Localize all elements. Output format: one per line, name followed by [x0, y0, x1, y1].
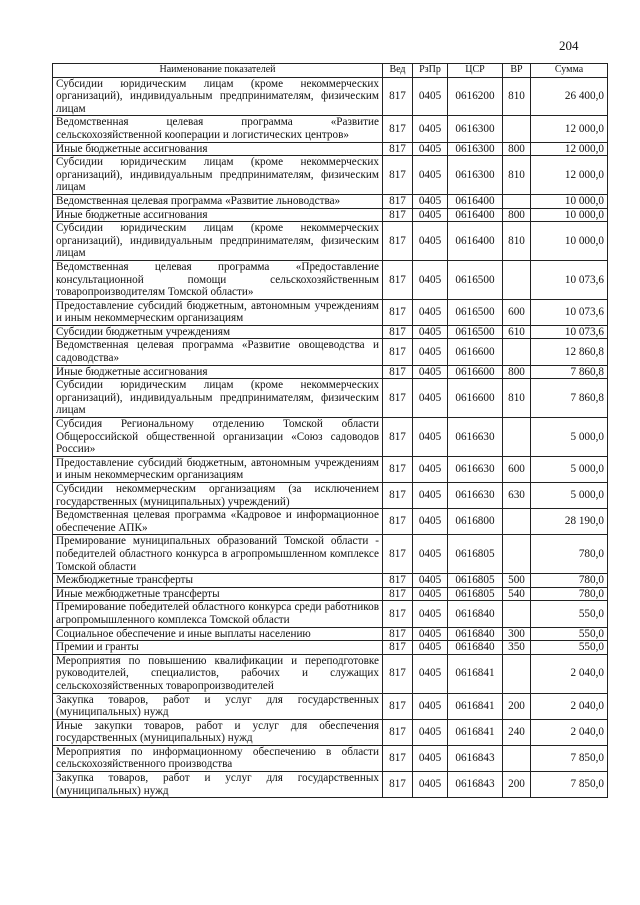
- row-rzpr: 0405: [413, 509, 448, 535]
- table-row: [53, 745, 608, 771]
- table-row: [53, 339, 608, 365]
- row-ved: 817: [383, 627, 413, 641]
- row-vr: [503, 339, 531, 365]
- row-sum: 10 073,6: [531, 299, 608, 325]
- row-rzpr: 0405: [413, 535, 448, 574]
- row-sum: 780,0: [531, 535, 608, 574]
- row-vr: [503, 260, 531, 299]
- row-csr: 0616500: [448, 299, 503, 325]
- table-row: [53, 77, 608, 116]
- row-rzpr: 0405: [413, 574, 448, 588]
- row-name: Ведомственная целевая программа «Развитие льноводства»: [53, 194, 383, 208]
- row-csr: 0616805: [448, 535, 503, 574]
- table-row: [53, 325, 608, 339]
- row-name: Мероприятия по информационному обеспечению в области сельскохозяйственного производства: [53, 745, 383, 771]
- row-sum: 7 850,0: [531, 745, 608, 771]
- row-name: Субсидии бюджетным учреждениям: [53, 325, 383, 339]
- row-sum: 550,0: [531, 641, 608, 655]
- table-row: [53, 142, 608, 156]
- row-name: Закупка товаров, работ и услуг для государственных (муниципальных) нужд: [53, 772, 383, 798]
- row-sum: 780,0: [531, 587, 608, 601]
- table-body: [53, 77, 608, 798]
- row-rzpr: 0405: [413, 587, 448, 601]
- column-header-name: Наименование показателей: [53, 64, 383, 78]
- row-name: Премии и гранты: [53, 641, 383, 655]
- row-rzpr: 0405: [413, 325, 448, 339]
- row-vr: 240: [503, 719, 531, 745]
- row-csr: 0616840: [448, 641, 503, 655]
- row-ved: 817: [383, 719, 413, 745]
- row-vr: 800: [503, 208, 531, 222]
- row-rzpr: 0405: [413, 156, 448, 195]
- row-sum: 2 040,0: [531, 719, 608, 745]
- row-sum: 12 860,8: [531, 339, 608, 365]
- row-sum: 5 000,0: [531, 456, 608, 482]
- table-row: [53, 365, 608, 379]
- table-row: [53, 509, 608, 535]
- row-ved: 817: [383, 260, 413, 299]
- row-rzpr: 0405: [413, 654, 448, 693]
- row-sum: 12 000,0: [531, 156, 608, 195]
- row-ved: 817: [383, 325, 413, 339]
- row-vr: [503, 116, 531, 142]
- table-row: [53, 574, 608, 588]
- row-ved: 817: [383, 587, 413, 601]
- table-row: [53, 601, 608, 627]
- row-name: Иные закупки товаров, работ и услуг для обеспечения государственных (муниципальных) нужд: [53, 719, 383, 745]
- row-rzpr: 0405: [413, 627, 448, 641]
- column-header-csr: ЦСР: [448, 64, 503, 78]
- row-name: Ведомственная целевая программа «Развитие сельскохозяйственной кооперации и логистических центров»: [53, 116, 383, 142]
- table-row: [53, 208, 608, 222]
- row-ved: 817: [383, 116, 413, 142]
- row-csr: 0616300: [448, 156, 503, 195]
- row-vr: 810: [503, 379, 531, 418]
- table-row: [53, 418, 608, 457]
- row-name: Закупка товаров, работ и услуг для государственных (муниципальных) нужд: [53, 693, 383, 719]
- table-row: [53, 627, 608, 641]
- table-row: [53, 222, 608, 261]
- row-ved: 817: [383, 156, 413, 195]
- row-vr: [503, 194, 531, 208]
- row-name: Ведомственная целевая программа «Кадровое и информационное обеспечение АПК»: [53, 509, 383, 535]
- row-ved: 817: [383, 379, 413, 418]
- row-csr: 0616805: [448, 574, 503, 588]
- row-rzpr: 0405: [413, 222, 448, 261]
- table-row: [53, 772, 608, 798]
- row-csr: 0616630: [448, 483, 503, 509]
- row-ved: 817: [383, 299, 413, 325]
- row-ved: 817: [383, 365, 413, 379]
- row-name: Предоставление субсидий бюджетным, автономным учреждениям и иным некоммерческим организациям: [53, 456, 383, 482]
- row-vr: 200: [503, 772, 531, 798]
- row-sum: 10 073,6: [531, 260, 608, 299]
- row-name: Субсидии юридическим лицам (кроме некоммерческих организаций), индивидуальным предпринимателям, физическим лицам: [53, 77, 383, 116]
- row-rzpr: 0405: [413, 260, 448, 299]
- row-csr: 0616600: [448, 339, 503, 365]
- budget-table: [52, 63, 608, 798]
- table-row: [53, 379, 608, 418]
- row-sum: 12 000,0: [531, 142, 608, 156]
- table-row: [53, 483, 608, 509]
- row-csr: 0616630: [448, 456, 503, 482]
- row-csr: 0616300: [448, 116, 503, 142]
- row-sum: 26 400,0: [531, 77, 608, 116]
- row-rzpr: 0405: [413, 116, 448, 142]
- row-ved: 817: [383, 574, 413, 588]
- table-row: [53, 719, 608, 745]
- table-row: [53, 654, 608, 693]
- row-rzpr: 0405: [413, 641, 448, 655]
- row-rzpr: 0405: [413, 194, 448, 208]
- row-csr: 0616840: [448, 601, 503, 627]
- row-vr: 500: [503, 574, 531, 588]
- column-header-ved: Вед: [383, 64, 413, 78]
- row-ved: 817: [383, 194, 413, 208]
- row-csr: 0616841: [448, 654, 503, 693]
- row-name: Иные межбюджетные трансферты: [53, 587, 383, 601]
- row-ved: 817: [383, 208, 413, 222]
- table-row: [53, 693, 608, 719]
- row-sum: 10 000,0: [531, 222, 608, 261]
- row-ved: 817: [383, 641, 413, 655]
- row-vr: 600: [503, 456, 531, 482]
- table-row: [53, 194, 608, 208]
- table-row: [53, 456, 608, 482]
- row-rzpr: 0405: [413, 339, 448, 365]
- row-name: Предоставление субсидий бюджетным, автономным учреждениям и иным некоммерческим организациям: [53, 299, 383, 325]
- row-vr: 800: [503, 142, 531, 156]
- row-rzpr: 0405: [413, 719, 448, 745]
- row-sum: 550,0: [531, 627, 608, 641]
- row-vr: 610: [503, 325, 531, 339]
- row-vr: 800: [503, 365, 531, 379]
- row-rzpr: 0405: [413, 418, 448, 457]
- table-row: [53, 116, 608, 142]
- row-ved: 817: [383, 418, 413, 457]
- row-csr: 0616843: [448, 745, 503, 771]
- row-rzpr: 0405: [413, 208, 448, 222]
- column-header-vr: ВР: [503, 64, 531, 78]
- row-name: Иные бюджетные ассигнования: [53, 208, 383, 222]
- column-header-rzpr: РзПр: [413, 64, 448, 78]
- row-sum: 10 073,6: [531, 325, 608, 339]
- row-rzpr: 0405: [413, 299, 448, 325]
- row-name: Мероприятия по повышению квалификации и переподготовке руководителей, специалистов, рабочих и служащих сельскохозяйственных товаропроизводителей: [53, 654, 383, 693]
- row-csr: 0616400: [448, 194, 503, 208]
- row-vr: [503, 601, 531, 627]
- row-ved: 817: [383, 142, 413, 156]
- row-sum: 7 850,0: [531, 772, 608, 798]
- row-rzpr: 0405: [413, 693, 448, 719]
- row-vr: [503, 654, 531, 693]
- table-row: [53, 260, 608, 299]
- row-csr: 0616843: [448, 772, 503, 798]
- row-csr: 0616600: [448, 379, 503, 418]
- row-sum: 28 190,0: [531, 509, 608, 535]
- row-name: Социальное обеспечение и иные выплаты населению: [53, 627, 383, 641]
- row-rzpr: 0405: [413, 483, 448, 509]
- row-csr: 0616500: [448, 325, 503, 339]
- row-name: Премирование победителей областного конкурса среди работников агропромышленного комплекса Томской области: [53, 601, 383, 627]
- row-sum: 780,0: [531, 574, 608, 588]
- row-vr: 300: [503, 627, 531, 641]
- row-csr: 0616400: [448, 208, 503, 222]
- row-name: Субсидия Региональному отделению Томской области Общероссийской общественной организации «Союз садоводов России»: [53, 418, 383, 457]
- row-rzpr: 0405: [413, 77, 448, 116]
- row-rzpr: 0405: [413, 379, 448, 418]
- row-ved: 817: [383, 772, 413, 798]
- table-row: [53, 299, 608, 325]
- row-vr: 810: [503, 77, 531, 116]
- row-rzpr: 0405: [413, 365, 448, 379]
- row-rzpr: 0405: [413, 601, 448, 627]
- row-csr: 0616500: [448, 260, 503, 299]
- row-vr: [503, 535, 531, 574]
- row-ved: 817: [383, 456, 413, 482]
- row-rzpr: 0405: [413, 456, 448, 482]
- row-sum: 2 040,0: [531, 654, 608, 693]
- row-csr: 0616200: [448, 77, 503, 116]
- row-sum: 2 040,0: [531, 693, 608, 719]
- row-name: Межбюджетные трансферты: [53, 574, 383, 588]
- row-sum: 5 000,0: [531, 418, 608, 457]
- row-ved: 817: [383, 745, 413, 771]
- row-ved: 817: [383, 693, 413, 719]
- row-name: Иные бюджетные ассигнования: [53, 142, 383, 156]
- row-ved: 817: [383, 509, 413, 535]
- row-ved: 817: [383, 483, 413, 509]
- row-vr: 350: [503, 641, 531, 655]
- row-sum: 550,0: [531, 601, 608, 627]
- row-vr: [503, 745, 531, 771]
- row-sum: 7 860,8: [531, 365, 608, 379]
- row-csr: 0616600: [448, 365, 503, 379]
- row-sum: 12 000,0: [531, 116, 608, 142]
- row-vr: 810: [503, 222, 531, 261]
- row-ved: 817: [383, 654, 413, 693]
- row-name: Ведомственная целевая программа «Предоставление консультационной помощи сельскохозяйственным товаропроизводителям Томской области»: [53, 260, 383, 299]
- row-vr: [503, 509, 531, 535]
- row-ved: 817: [383, 535, 413, 574]
- table-row: [53, 587, 608, 601]
- column-header-sum: Сумма: [531, 64, 608, 78]
- row-name: Субсидии некоммерческим организациям (за исключением государственных (муниципальных) учреждений): [53, 483, 383, 509]
- row-sum: 7 860,8: [531, 379, 608, 418]
- row-csr: 0616841: [448, 693, 503, 719]
- row-ved: 817: [383, 601, 413, 627]
- row-rzpr: 0405: [413, 745, 448, 771]
- row-name: Субсидии юридическим лицам (кроме некоммерческих организаций), индивидуальным предпринимателям, физическим лицам: [53, 156, 383, 195]
- row-sum: 10 000,0: [531, 208, 608, 222]
- table-row: [53, 641, 608, 655]
- row-name: Субсидии юридическим лицам (кроме некоммерческих организаций), индивидуальным предпринимателям, физическим лицам: [53, 222, 383, 261]
- row-vr: 810: [503, 156, 531, 195]
- row-name: Ведомственная целевая программа «Развитие овощеводства и садоводства»: [53, 339, 383, 365]
- row-vr: 200: [503, 693, 531, 719]
- row-ved: 817: [383, 339, 413, 365]
- row-name: Иные бюджетные ассигнования: [53, 365, 383, 379]
- table-header-row: [53, 64, 608, 78]
- row-name: Субсидии юридическим лицам (кроме некоммерческих организаций), индивидуальным предпринимателям, физическим лицам: [53, 379, 383, 418]
- row-csr: 0616840: [448, 627, 503, 641]
- row-ved: 817: [383, 222, 413, 261]
- row-vr: 600: [503, 299, 531, 325]
- row-csr: 0616805: [448, 587, 503, 601]
- table-row: [53, 535, 608, 574]
- row-csr: 0616841: [448, 719, 503, 745]
- row-vr: 540: [503, 587, 531, 601]
- row-rzpr: 0405: [413, 142, 448, 156]
- row-ved: 817: [383, 77, 413, 116]
- row-rzpr: 0405: [413, 772, 448, 798]
- row-csr: 0616630: [448, 418, 503, 457]
- row-csr: 0616800: [448, 509, 503, 535]
- page-number: 204: [559, 38, 579, 53]
- table-row: [53, 156, 608, 195]
- row-sum: 10 000,0: [531, 194, 608, 208]
- row-name: Премирование муниципальных образований Томской области - победителей областного конкурса в агропромышленном комплексе Томской области: [53, 535, 383, 574]
- row-csr: 0616300: [448, 142, 503, 156]
- row-vr: 630: [503, 483, 531, 509]
- row-sum: 5 000,0: [531, 483, 608, 509]
- row-vr: [503, 418, 531, 457]
- row-csr: 0616400: [448, 222, 503, 261]
